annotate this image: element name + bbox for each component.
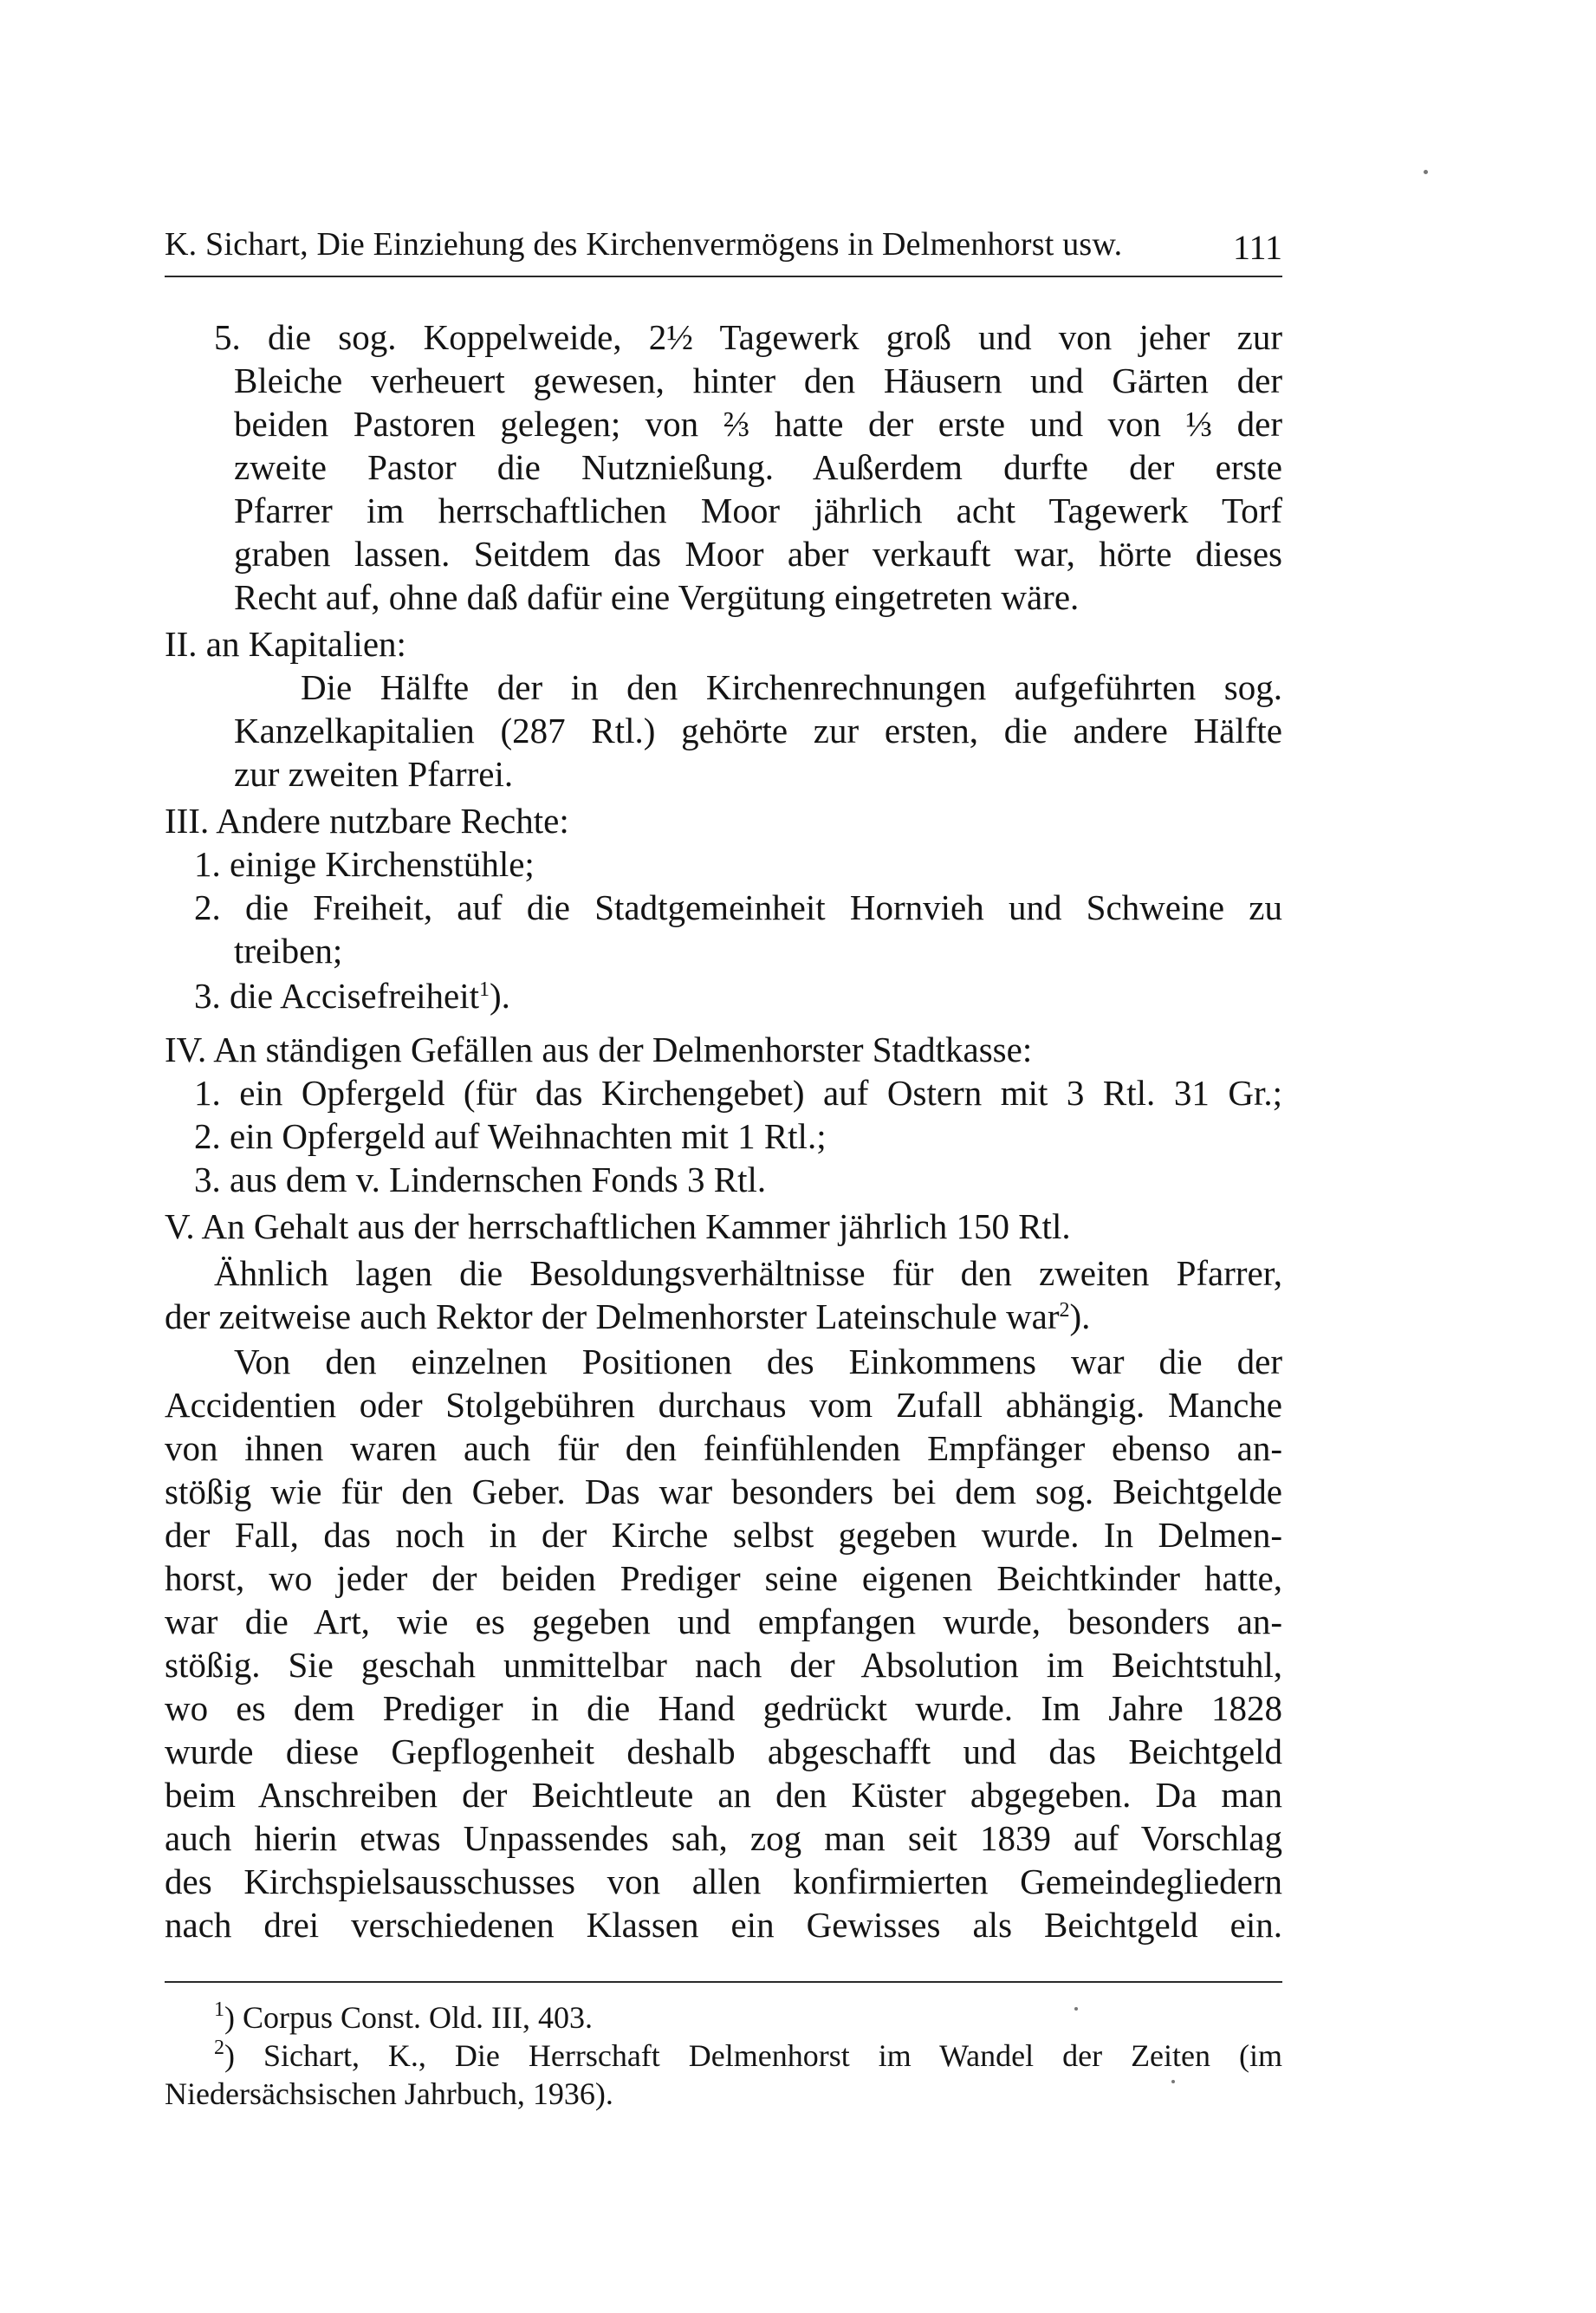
text-line: stößig. Sie geschah unmittelbar nach der Absolution im Beichtstuhl, bbox=[165, 1645, 1282, 1685]
text-line: Accidentien oder Stolgebühren durchaus vom Zufall abhängig. Manche bbox=[165, 1385, 1282, 1425]
list-item: 1. ein Opfergeld (für das Kirchengebet) auf Ostern mit 3 Rtl. 31 Gr.; bbox=[194, 1073, 1282, 1113]
text-line: graben lassen. Seitdem das Moor aber verkauft war, hörte dieses bbox=[234, 534, 1282, 574]
footnote bbox=[214, 1998, 593, 2037]
text-line: wurde diese Gepflogenheit deshalb abgeschafft und das Beichtgeld bbox=[165, 1732, 1282, 1771]
paper-speck bbox=[1074, 2007, 1078, 2011]
footnote-text: Niedersächsischen Jahrbuch, 1936). bbox=[165, 2076, 613, 2111]
text-line: von ihnen waren auch für den feinfühlenden Empfänger ebenso an- bbox=[165, 1428, 1282, 1468]
section-heading: V. An Gehalt aus der herrschaftlichen Kammer jährlich 150 Rtl. bbox=[165, 1206, 1071, 1246]
footnote-mark: 2 bbox=[214, 2037, 224, 2059]
running-head: K. Sichart, Die Einziehung des Kirchenvermögens in Delmenhorst usw. bbox=[165, 226, 1123, 263]
footnote-text: ) Corpus Const. Old. III, 403. bbox=[224, 2000, 593, 2035]
paper-speck bbox=[1424, 170, 1428, 174]
page-number: 111 bbox=[1232, 228, 1282, 267]
text-line: Kanzelkapitalien (287 Rtl.) gehörte zur ersten, die andere Hälfte bbox=[234, 711, 1282, 750]
list-item-text: 3. die Accisefreiheit bbox=[194, 976, 480, 1016]
text-line: wo es dem Prediger in die Hand gedrückt wurde. Im Jahre 1828 bbox=[165, 1688, 1282, 1728]
text-line-content: der zeitweise auch Rektor der Delmenhorster Lateinschule war bbox=[165, 1296, 1060, 1336]
header-rule bbox=[165, 276, 1282, 277]
list-item: 2. die Freiheit, auf die Stadtgemeinheit Hornvieh und Schweine zu bbox=[194, 887, 1282, 927]
footnote bbox=[165, 2075, 613, 2113]
text-line: Recht auf, ohne daß dafür eine Vergütung eingetreten wäre. bbox=[234, 577, 1080, 617]
section-heading: II. an Kapitalien: bbox=[165, 624, 406, 664]
footnote bbox=[214, 2037, 1282, 2075]
footnote-mark: 1 bbox=[214, 1998, 224, 2021]
text-line: beim Anschreiben der Beichtleute an den Küster abgegeben. Da man bbox=[165, 1775, 1282, 1815]
footnote-reference: 1 bbox=[479, 978, 490, 1001]
text-line: horst, wo jeder der beiden Prediger seine eigenen Beichtkinder hatte, bbox=[165, 1558, 1282, 1598]
section-heading: IV. An ständigen Gefällen aus der Delmenhorster Stadtkasse: bbox=[165, 1030, 1033, 1069]
list-item bbox=[194, 974, 510, 1017]
text-line: Die Hälfte der in den Kirchenrechnungen aufgeführten sog. bbox=[301, 667, 1282, 707]
text-line: Ähnlich lagen die Besoldungsverhältnisse für den zweiten Pfarrer, bbox=[214, 1253, 1282, 1293]
list-item: 1. einige Kirchenstühle; bbox=[194, 844, 535, 884]
text-line: nach drei verschiedenen Klassen ein Gewisses als Beichtgeld ein. bbox=[165, 1905, 1282, 1945]
section-heading: III. Andere nutzbare Rechte: bbox=[165, 801, 569, 841]
text-line: des Kirchspielsausschusses von allen konfirmierten Gemeindegliedern bbox=[165, 1861, 1282, 1901]
text-line: stößig wie für den Geber. Das war besonders bei dem sog. Beichtgelde bbox=[165, 1472, 1282, 1511]
footnote-reference-close: ). bbox=[490, 976, 510, 1016]
footnote-text: ) Sichart, K., Die Herrschaft Delmenhorst im Wandel der Zeiten (im bbox=[224, 2038, 1282, 2073]
list-item: 3. aus dem v. Lindernschen Fonds 3 Rtl. bbox=[194, 1160, 767, 1199]
text-line: war die Art, wie es gegeben und empfangen wurde, besonders an- bbox=[165, 1602, 1282, 1641]
text-line: zweite Pastor die Nutznießung. Außerdem durfte der erste bbox=[234, 447, 1282, 487]
list-item: 2. ein Opfergeld auf Weihnachten mit 1 Rtl.; bbox=[194, 1116, 827, 1156]
text-line: Bleiche verheuert gewesen, hinter den Häusern und Gärten der bbox=[234, 361, 1282, 400]
text-line: beiden Pastoren gelegen; von ⅔ hatte der erste und von ⅓ der bbox=[234, 404, 1282, 444]
text-line: zur zweiten Pfarrei. bbox=[234, 754, 514, 794]
text-line: der Fall, das noch in der Kirche selbst gegeben wurde. In Delmen- bbox=[165, 1515, 1282, 1555]
text-line: auch hierin etwas Unpassendes sah, zog man seit 1839 auf Vorschlag bbox=[165, 1818, 1282, 1858]
footnote-reference-close: ). bbox=[1069, 1296, 1091, 1336]
text-line: 5. die sog. Koppelweide, 2½ Tagewerk groß und von jeher zur bbox=[214, 317, 1282, 357]
text-line: treiben; bbox=[234, 931, 343, 971]
text-line bbox=[165, 1295, 1090, 1338]
text-line: Pfarrer im herrschaftlichen Moor jährlich acht Tagewerk Torf bbox=[234, 491, 1282, 530]
footnote-reference: 2 bbox=[1059, 1299, 1070, 1322]
text-line: Von den einzelnen Positionen des Einkommens war die der bbox=[234, 1342, 1282, 1381]
footnote-rule bbox=[165, 1981, 1282, 1983]
paper-speck bbox=[1171, 2080, 1175, 2083]
